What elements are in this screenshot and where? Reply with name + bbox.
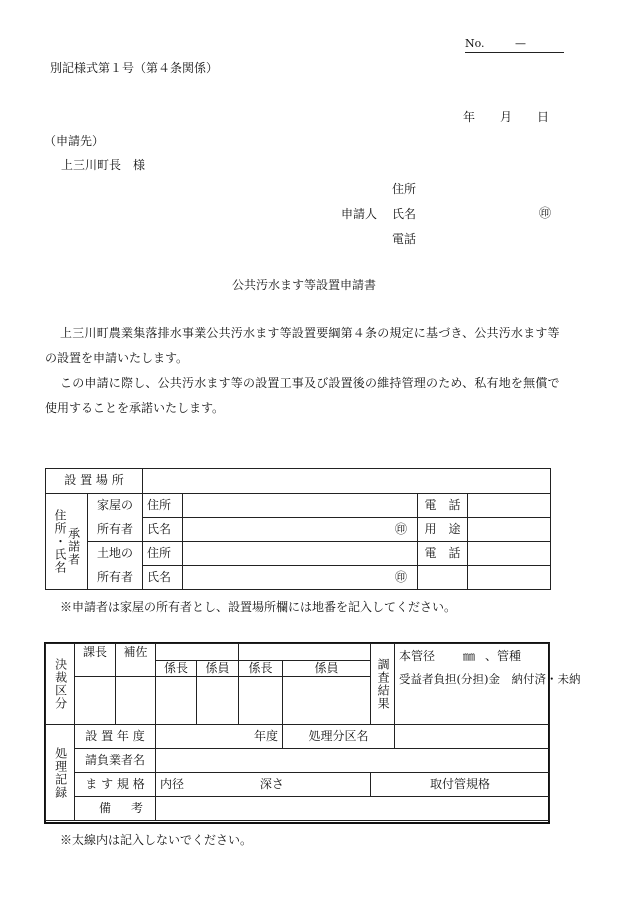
- chief-stamp-2[interactable]: [239, 677, 283, 725]
- paragraph-1-line-2: の設置を申請いたします。: [45, 351, 189, 365]
- applicant-role-label: 申請人: [341, 207, 378, 221]
- paragraph-1-line-1: 上三川町農業集落排水事業公共汚水ます等設置要綱第４条の規定に基づき、公共汚水ます等: [60, 326, 560, 340]
- staff-label-2: 係員: [283, 661, 371, 677]
- depth-label: 深さ: [259, 776, 284, 791]
- connect-spec-label: 取付管規格: [371, 773, 550, 797]
- number-dash: —: [515, 37, 526, 50]
- inspection-label-cell: [371, 644, 395, 725]
- pipe-type-label: 、管種: [485, 649, 522, 663]
- remarks-label-1: 備: [99, 800, 112, 815]
- paragraph-2-line-1: この申請に際し、公共汚水ます等の設置工事及び設置後の維持管理のため、私有地を無償で: [60, 376, 560, 390]
- date-day: 日: [537, 110, 550, 124]
- land-address-label: 住所: [143, 542, 183, 566]
- document-title: 公共汚水ます等設置申請書: [232, 278, 377, 292]
- chief-label-1: 係長: [156, 661, 197, 677]
- staff-stamp-2[interactable]: [283, 677, 371, 725]
- usage-value[interactable]: [468, 518, 551, 542]
- applicant-name-label: 氏名: [392, 207, 417, 221]
- applicant-phone-label: 電話: [392, 232, 417, 246]
- land-seal: ㊞: [395, 569, 408, 584]
- inspection-result[interactable]: [395, 644, 581, 725]
- chief-label-2: 係長: [239, 661, 283, 677]
- location-label: 設 置 場 所: [64, 473, 124, 488]
- table2-note: ※太線内は記入しないでください。: [60, 833, 253, 847]
- applicant-seal: ㊞: [539, 206, 552, 220]
- chief-group-1: [156, 644, 239, 661]
- house-owner-label-1: 家屋の: [88, 494, 143, 518]
- remarks-label-2: 考: [130, 800, 143, 815]
- consent-label-cell: [46, 494, 88, 590]
- year-unit: 年度: [253, 728, 278, 743]
- district-label: 処理分区名: [283, 725, 395, 749]
- house-seal: ㊞: [395, 521, 408, 536]
- house-name-label: 氏名: [143, 518, 183, 542]
- mm-unit: ㎜: [463, 649, 476, 663]
- location-value[interactable]: [143, 469, 551, 494]
- addressee-label: （申請先）: [44, 134, 105, 148]
- applicant-address-label: 住所: [392, 182, 417, 196]
- land-extra-1[interactable]: [418, 566, 468, 590]
- process-label-cell: [46, 725, 75, 821]
- install-year-label: 設 置 年 度: [75, 725, 156, 749]
- chief-stamp-1[interactable]: [156, 677, 197, 725]
- form-id: 別記様式第１号（第４条関係）: [50, 61, 219, 75]
- decision-label-cell: [46, 644, 75, 725]
- date-month: 月: [500, 110, 513, 124]
- assistant-stamp[interactable]: [116, 677, 156, 725]
- inner-dia-label: 内径: [160, 776, 185, 791]
- addr-name-label: 住所・氏名: [53, 509, 67, 574]
- land-name-value[interactable]: [183, 566, 418, 590]
- assistant-label: 補佐: [116, 644, 156, 677]
- office-use-table: [45, 643, 581, 821]
- land-owner-label-1: 土地の: [88, 542, 143, 566]
- land-extra-2[interactable]: [468, 566, 551, 590]
- inspection-label: 調査結果: [376, 658, 391, 710]
- paragraph-2-line-2: 使用することを承諾いたします。: [45, 401, 225, 415]
- date-year: 年: [463, 110, 476, 124]
- remarks-label-cell: [75, 797, 156, 821]
- land-phone-label: 電 話: [418, 542, 468, 566]
- number-label: No.: [465, 37, 485, 50]
- land-owner-label-2: 所有者: [88, 566, 143, 590]
- process-label: 処理記録: [53, 746, 68, 799]
- staff-label-1: 係員: [197, 661, 239, 677]
- district-value[interactable]: [395, 725, 550, 749]
- location-label-cell: [46, 469, 143, 494]
- install-year-value[interactable]: [156, 725, 283, 749]
- remarks-value[interactable]: [156, 797, 550, 821]
- contractor-value[interactable]: [156, 749, 550, 773]
- chief-group-2: [239, 644, 371, 661]
- land-address-value[interactable]: [183, 542, 418, 566]
- addressee: 上三川町長 様: [61, 158, 146, 172]
- house-address-value[interactable]: [183, 494, 418, 518]
- staff-stamp-1[interactable]: [197, 677, 239, 725]
- section-chief-stamp[interactable]: [75, 677, 116, 725]
- contractor-label: 請負業者名: [75, 749, 156, 773]
- house-name-value[interactable]: [183, 518, 418, 542]
- decision-label: 決裁区分: [53, 658, 68, 710]
- usage-label: 用 途: [418, 518, 468, 542]
- consent-table: [45, 468, 551, 590]
- house-owner-label-2: 所有者: [88, 518, 143, 542]
- table1-note: ※申請者は家屋の所有者とし、設置場所欄には地番を記入してください。: [60, 600, 457, 614]
- main-pipe-label: 本管径: [399, 649, 436, 663]
- section-chief-label: 課長: [75, 644, 116, 677]
- land-name-label: 氏名: [143, 566, 183, 590]
- house-phone-label: 電 話: [418, 494, 468, 518]
- house-phone-value[interactable]: [468, 494, 551, 518]
- house-address-label: 住所: [143, 494, 183, 518]
- number-field: [465, 38, 564, 53]
- burden-label: 受益者負担(分担)金 納付済・未納: [399, 672, 581, 687]
- spec-value[interactable]: [156, 773, 371, 797]
- spec-label: ま す 規 格: [75, 773, 156, 797]
- consent-label: 承諾者: [66, 527, 81, 566]
- land-phone-value[interactable]: [468, 542, 551, 566]
